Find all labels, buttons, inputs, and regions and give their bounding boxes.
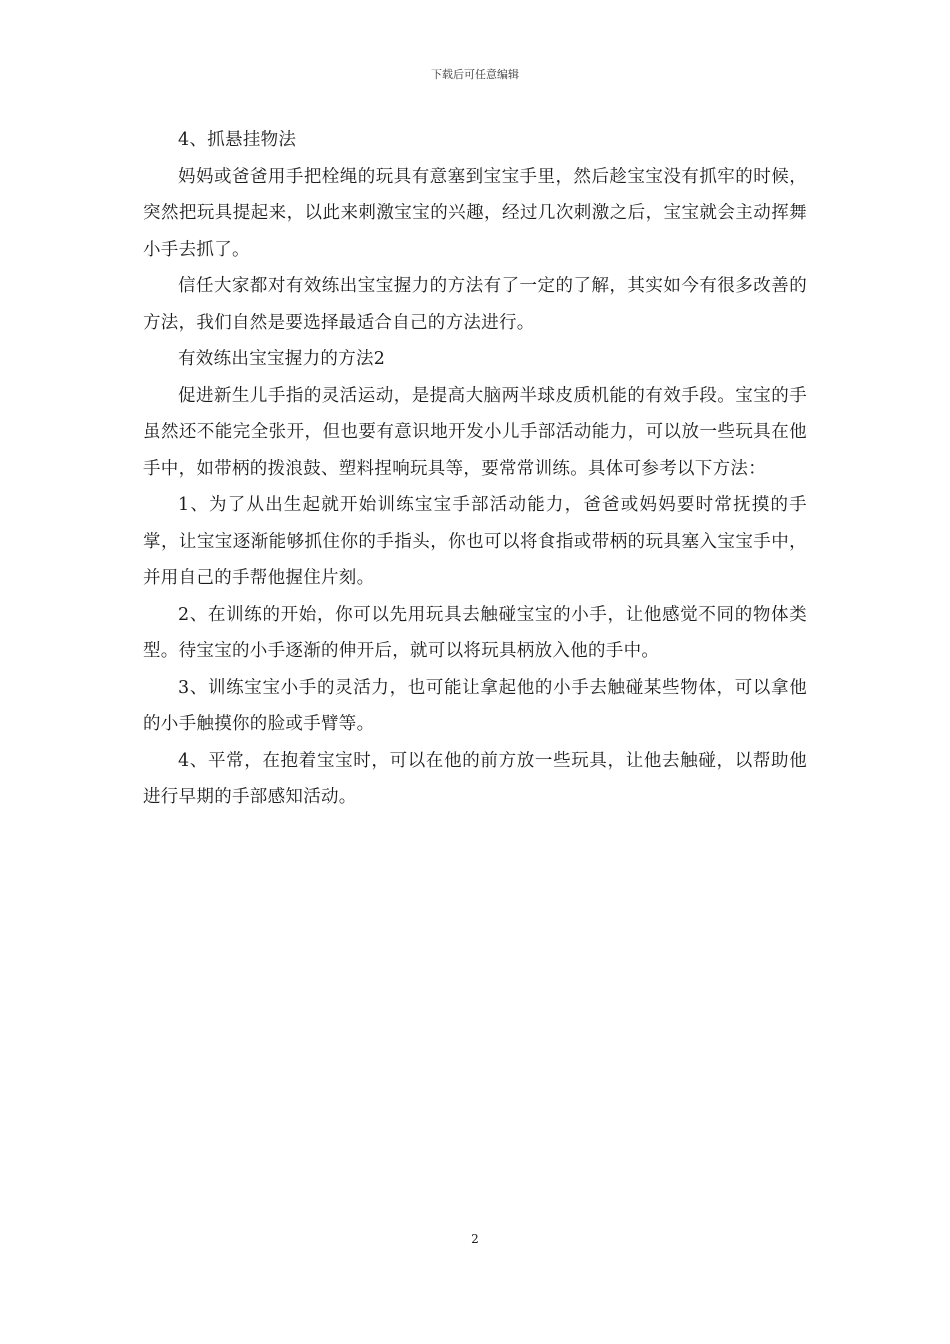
list-item: 1、为了从出生起就开始训练宝宝手部活动能力，爸爸或妈妈要时常抚摸的手掌，让宝宝逐渐能够抓住你的手指头，你也可以将食指或带柄的玩具塞入宝宝手中，并用自己的手帮他握住片刻。 (143, 495, 807, 588)
body-paragraph: 妈妈或爸爸用手把栓绳的玩具有意塞到宝宝手里，然后趁宝宝没有抓牢的时候，突然把玩具提起来，以此来刺激宝宝的兴趣，经过几次刺激之后，宝宝就会主动挥舞小手去抓了。 (143, 166, 807, 260)
page-header: 下载后可任意编辑 (431, 68, 519, 81)
document-body (143, 122, 807, 816)
section-heading: 有效练出宝宝握力的方法2 (178, 349, 386, 369)
list-item: 2、在训练的开始，你可以先用玩具去触碰宝宝的小手，让他感觉不同的物体类型。待宝宝的小手逐渐的伸开后，就可以将玩具柄放入他的手中。 (143, 604, 807, 661)
list-item: 4、平常，在抱着宝宝时，可以在他的前方放一些玩具，让他去触碰，以帮助他进行早期的手部感知活动。 (143, 750, 807, 807)
body-paragraph: 促进新生儿手指的灵活运动，是提高大脑两半球皮质机能的有效手段。宝宝的手虽然还不能完全张开，但也要有意识地开发小儿手部活动能力，可以放一些玩具在他手中，如带柄的拨浪鼓、塑料捏响玩具等，要常常训练。具体可参考以下方法： (143, 385, 807, 479)
page-number: 2 (471, 1232, 479, 1246)
list-item: 3、训练宝宝小手的灵活力，也可能让拿起他的小手去触碰某些物体，可以拿他的小手触摸你的脸或手臂等。 (143, 677, 807, 734)
section-heading: 4、抓悬挂物法 (178, 130, 297, 150)
body-paragraph: 信任大家都对有效练出宝宝握力的方法有了一定的了解，其实如今有很多改善的方法，我们自然是要选择最适合自己的方法进行。 (143, 276, 807, 333)
